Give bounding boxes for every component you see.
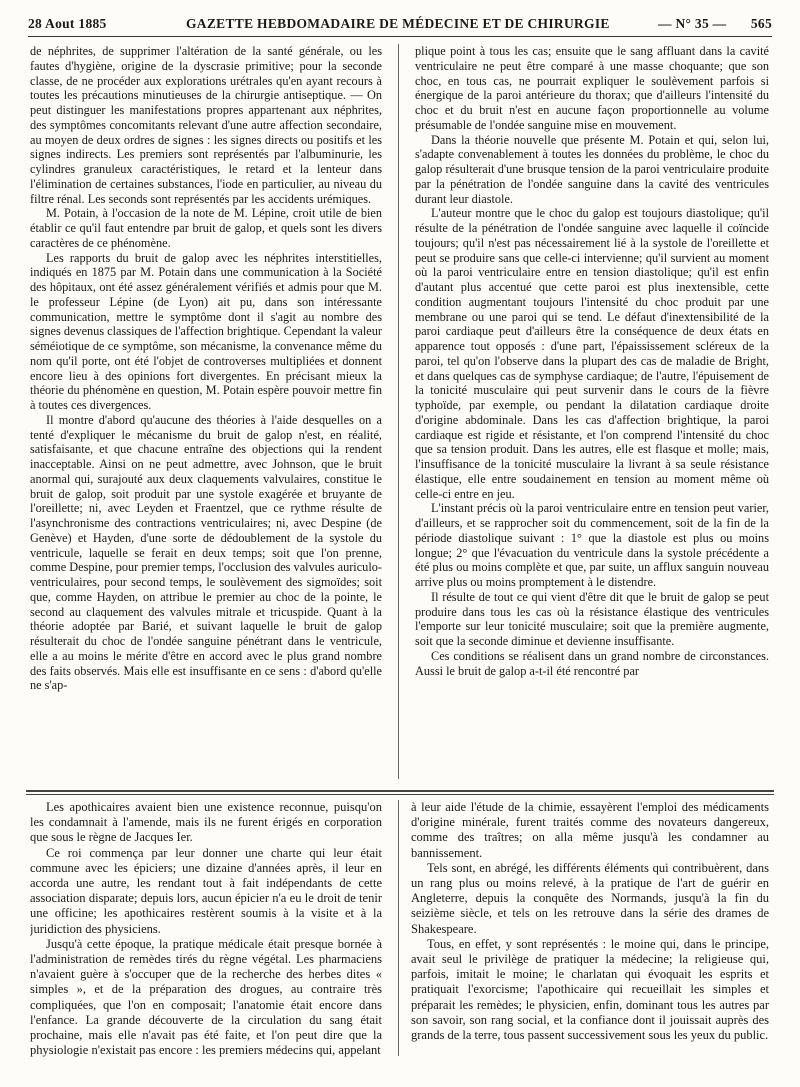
paragraph: Tels sont, en abrégé, les différents éléments qui contribuèrent, dans un rang plus ou moins relevé, à la pratique de l'art de guérir en Angleterre, depuis la conquête des Normands, jusqu'à la fin du seizième siècle, et tels on les retrouve dans la série des drames de Shakespeare.: [411, 860, 769, 936]
issue-number: — N° 35 —: [658, 16, 727, 31]
feuilleton-column-left: [30, 800, 382, 1060]
paragraph: Tous, en effet, y sont représentés : le moine qui, dans le principe, avait seul le privilège de pratiquer la médecine; la religieuse qui, parfois, imitait le moine; le charlatan qui évoquait les esprits et pratiquait l'exorcisme; l'apothicaire qui recueillait les simples et préparait les remèdes; le physicien, enfin, dominant tous les autres par son savoir, son rang social, et la confiance dont il jouissait auprès des grands de la terre, tous passent successivement sous les yeux du public.: [411, 936, 769, 1043]
paragraph: M. Potain, à l'occasion de la note de M. Lépine, croit utile de bien établir ce qu'il faut entendre par bruit de galop, et quels sont les divers caractères de ce phénomène.: [30, 206, 382, 250]
paragraph: à leur aide l'étude de la chimie, essayèrent l'emploi des médicaments d'origine minérale, furent traités comme des novateurs dangereux, comme des traîtres; on alla même jusqu'à les condamner au bannissement.: [411, 800, 769, 860]
paragraph: Ces conditions se réalisent dans un grand nombre de circonstances. Aussi le bruit de galop a-t-il été rencontré par: [415, 648, 769, 678]
journal-title: GAZETTE HEBDOMADAIRE DE MÉDECINE ET DE CHIRURGIE: [186, 16, 610, 31]
paragraph: Les apothicaires avaient bien une existence reconnue, puisqu'on les condamnait à l'amende, mais ils ne furent érigés en corporation que sous le règne de Jacques Ier.: [30, 800, 382, 845]
paragraph: de néphrites, de supprimer l'altération de la santé générale, ou les fautes d'hygiène, origine de la dyscrasie primitive; pour la seconde classe, de ne procéder aux explorations urétrales qu'en ayant recours à toutes les précautions minutieuses de la chirurgie antiseptique. — On peut distinguer les manifestations propres appartenant aux néphrites, des symptômes concomitants relevant d'une autre affection secondaire, au moyen de deux ordres de signes : les signes directs ou positifs et les signes indirects. Les premiers sont représentés par l'albuminurie, les cylindres granuleux caractéristiques, le retard et la lenteur dans l'élimination de certaines substances, l'iode en particulier, au niveau du filtre rénal. Les seconds sont représentés par les accidents urémiques.: [30, 44, 382, 206]
paragraph: L'auteur montre que le choc du galop est toujours diastolique; qu'il résulte de la pénétration de l'ondée sanguine avec laquelle il coïncide toujours; qu'il n'est pas nécessairement lié à la systole de l'oreillette et peut se produire sans que celle-ci intervienne; qu'il survient au moment où la paroi ventriculaire entre en tension diastolique; qu'il est enfin d'autant plus accentué que cette paroi est plus inextensible, cette condition augmentant toujours l'intensité du choc produit par une membrane ou une paroi qui se tend. Le défaut d'inextensibilité de la paroi cardiaque peut d'ailleurs être la conséquence de deux états en apparence tout opposés : d'une part, l'épaississement scléreux de la paroi, tel qu'on l'observe dans la plupart des cas de maladie de Bright, et dans quelques cas de symphyse cardiaque; de l'autre, l'épuisement de la tonicité musculaire qui peut survenir dans le cours de la fièvre typhoïde, par exemple, ou pendant la dilatation cardiaque droite d'origine abdominale. Dans les cas d'affection brightique, la paroi cardiaque est rigide et résistante, et l'on comprend l'intensité du choc que sa tension produit. Dans les autres, elle est flasque et molle; mais, l'insuffisance de la tonicité musculaire la livrant à sa seule résistance élastique, elle entre soudainement en tension au moment même où celle-ci entre en jeu.: [415, 206, 769, 501]
paragraph: Il montre d'abord qu'aucune des théories à l'aide desquelles on a tenté d'expliquer le mécanisme du bruit de galop n'est, en réalité, satisfaisante, et que chacune entraîne des objections qui la rendent inacceptable. Ainsi on ne peut admettre, avec Johnson, que le bruit anormal qui, surajouté aux deux claquements valvulaires, constitue le bruit de galop, soit produit par une systole exagérée et bruyante de l'oreillette; ni, avec Leyden et Fraentzel, que ce rythme résulte de l'asynchronisme des contractions ventriculaires; ni, avec Despine (de Genève) et Hayden, d'une sorte de dédoublement de la systole du ventricule, laquelle se ferait en deux temps; soit que l'on prenne, comme Despine, pour premier temps, l'occlusion des valvules auriculo-ventriculaires, pour second temps, le soulèvement des sigmoïdes; soit que, comme Hayden, on attribue le premier au choc de la pointe, le second au claquement des valvules mitrale et tricuspide. Quant à la théorie adoptée par Barié, et suivant laquelle le bruit de galop résulterait du choc de l'ondée sanguine pénétrant dans le ventricule, elle a au moins le mérite d'être en accord avec le plus grand nombre des faits observés. Mais elle est insuffisante en ce sens : d'abord qu'elle ne s'ap-: [30, 412, 382, 693]
section-divider-thin: [26, 794, 774, 795]
section-divider: [26, 790, 774, 792]
paragraph: Dans la théorie nouvelle que présente M. Potain et qui, selon lui, s'adapte convenablement à toutes les données du problème, le choc du galop résulterait d'une brusque tension de la paroi ventriculaire produite par la pénétration de l'ondée sanguine dans la cavité des ventricules durant leur diastole.: [415, 132, 769, 206]
column-divider: [398, 44, 399, 779]
article-column-left: [30, 44, 382, 779]
paragraph: plique point à tous les cas; ensuite que le sang affluant dans la cavité ventriculaire ne peut être comparé à une masse choquante; que son choc, en tous cas, ne pourrait expliquer le soulèvement parfois si énergique de la paroi antérieure du thorax; que d'ailleurs l'intensité du choc et du bruit n'est en aucune façon proportionnelle au volume présumable de l'ondée sanguine mise en mouvement.: [415, 44, 769, 132]
paragraph: L'instant précis où la paroi ventriculaire entre en tension peut varier, d'ailleurs, et se rapprocher soit du commencement, soit de la fin de la période diastolique suivant : 1° que la diastole est plus ou moins longue; 2° que l'évacuation du ventricule dans la systole précédente a été plus ou moins complète et que, par suite, un afflux sanguin nouveau arrive plus ou moins promptement à le distendre.: [415, 501, 769, 589]
column-divider: [398, 800, 399, 1056]
feuilleton-column-right: [411, 800, 769, 1060]
page-header: [28, 14, 772, 37]
paragraph: Jusqu'à cette époque, la pratique médicale était presque bornée à l'administration de remèdes tirés du règne végétal. Les pharmaciens n'avaient guère à s'occuper que de la recherche des herbes dites « simples », et de la préparation des drogues, au contraire très compliquées, que l'on en composait; l'anatomie était encore dans l'enfance. La grande découverte de la circulation du sang était prochaine, mais elle n'avait pas été faite, et l'on peut dire que la physiologie n'existait pas encore : les premiers médecins qui, appelant: [30, 936, 382, 1058]
paragraph: Ce roi commença par leur donner une charte qui leur était commune avec les épiciers; une dizaine d'années après, il leur en accorda une autre, les rendant tout à fait indépendants de cette association disparate; depuis lors, aucun épicier n'a eu le droit de tenir une officine; les apothicaires restèrent soumis à la visite et à la juridiction des physiciens.: [30, 845, 382, 936]
issue-date: 28 Aout 1885: [28, 16, 107, 31]
page-number: 565: [750, 16, 772, 31]
paragraph: Les rapports du bruit de galop avec les néphrites interstitielles, indiqués en 1875 par M. Potain dans une communication à la Société des hôpitaux, ont été assez généralement vérifiés et admis pour que M. le professeur Lépine (de Lyon) ait pu, dans son intéressante communication, mettre le symptôme dont il s'agit au nombre des signes devenus classiques de l'affection brightique. Cependant la valeur séméiotique de ce symptôme, son mécanisme, la convenance même du nom qu'il porte, ont été l'objet de controverses multipliées et donnent encore lieu à des opinions fort divergentes. En précisant mieux la théorie du phénomène en question, M. Potain espère pouvoir mettre fin à toutes ces divergences.: [30, 250, 382, 412]
article-column-right: [415, 44, 769, 779]
paragraph: Il résulte de tout ce qui vient d'être dit que le bruit de galop se peut produire dans tous les cas où la résistance élastique des ventricules l'emporte sur leur tonicité musculaire; soit que la première augmente, soit que la seconde diminue et devienne insuffisante.: [415, 589, 769, 648]
